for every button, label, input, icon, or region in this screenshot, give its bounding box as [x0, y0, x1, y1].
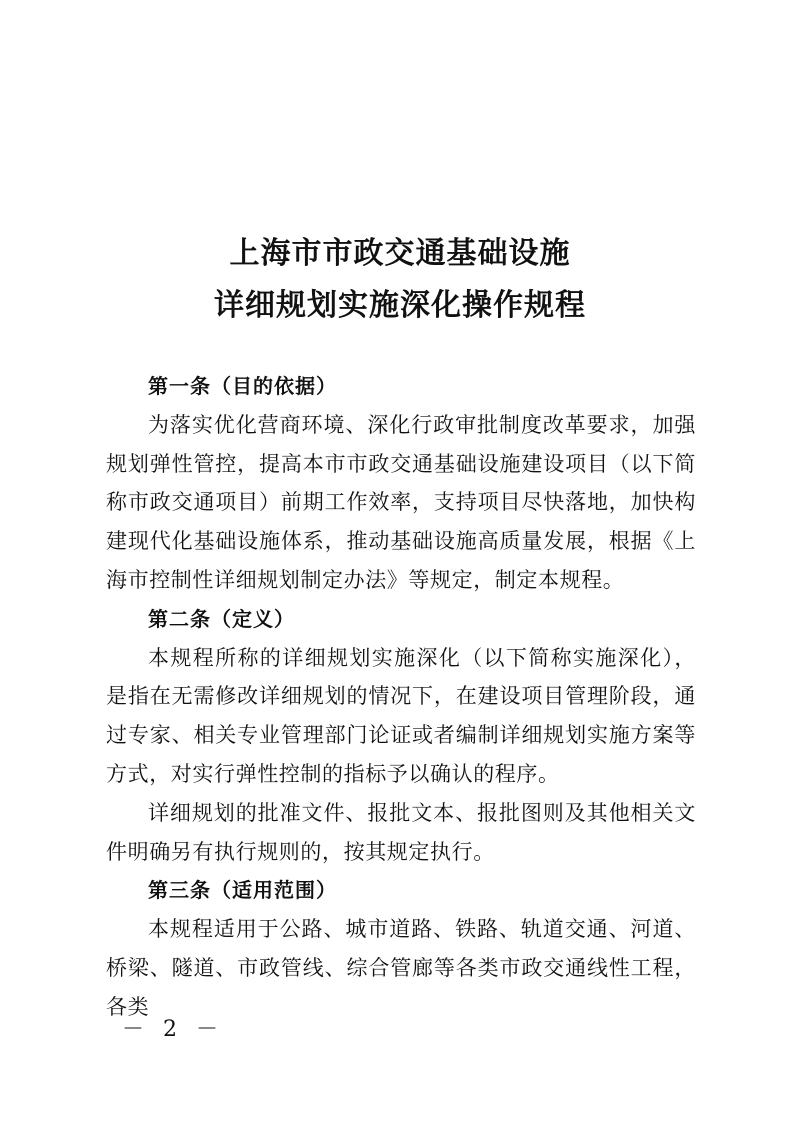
article-2-heading: 第二条（定义） — [148, 606, 295, 631]
article-1-paragraph-1: 为落实优化营商环境、深化行政审批制度改革要求，加强规划弹性管控，提高本市市政交通基础设施建设项目（以下简称市政交通项目）前期工作效率，支持项目尽快落地，加快构建现代化基础设施体系，推动基础设施高质量发展，根据《上海市控制性详细规划制定办法》等规定，制定本规程。 — [106, 412, 696, 592]
article-3 — [106, 871, 696, 1026]
article-2-paragraph-1: 本规程所称的详细规划实施深化（以下简称实施深化），是指在无需修改详细规划的情况下，在建设项目管理阶段，通过专家、相关专业管理部门论证或者编制详细规划实施方案等方式，对实行弹性控制的指标予以确认的程序。 — [106, 645, 696, 786]
article-2 — [106, 600, 696, 872]
article-1 — [106, 367, 696, 600]
page-number: － 2 － — [122, 1017, 224, 1042]
document-title — [0, 228, 800, 332]
article-2-paragraph-2: 详细规划的批准文件、报批文本、报批图则及其他相关文件明确另有执行规则的，按其规定执行。 — [106, 800, 696, 864]
document-body — [106, 367, 696, 1027]
title-line-1: 上海市市政交通基础设施 — [229, 236, 571, 271]
article-3-heading: 第三条（适用范围） — [148, 878, 337, 903]
title-line-2: 详细规划实施深化操作规程 — [214, 288, 586, 323]
article-3-paragraph-1: 本规程适用于公路、城市道路、铁路、轨道交通、河道、桥梁、隧道、市政管线、综合管廊等各类市政交通线性工程，各类 — [106, 917, 696, 1019]
article-1-heading: 第一条（目的依据） — [148, 374, 337, 398]
